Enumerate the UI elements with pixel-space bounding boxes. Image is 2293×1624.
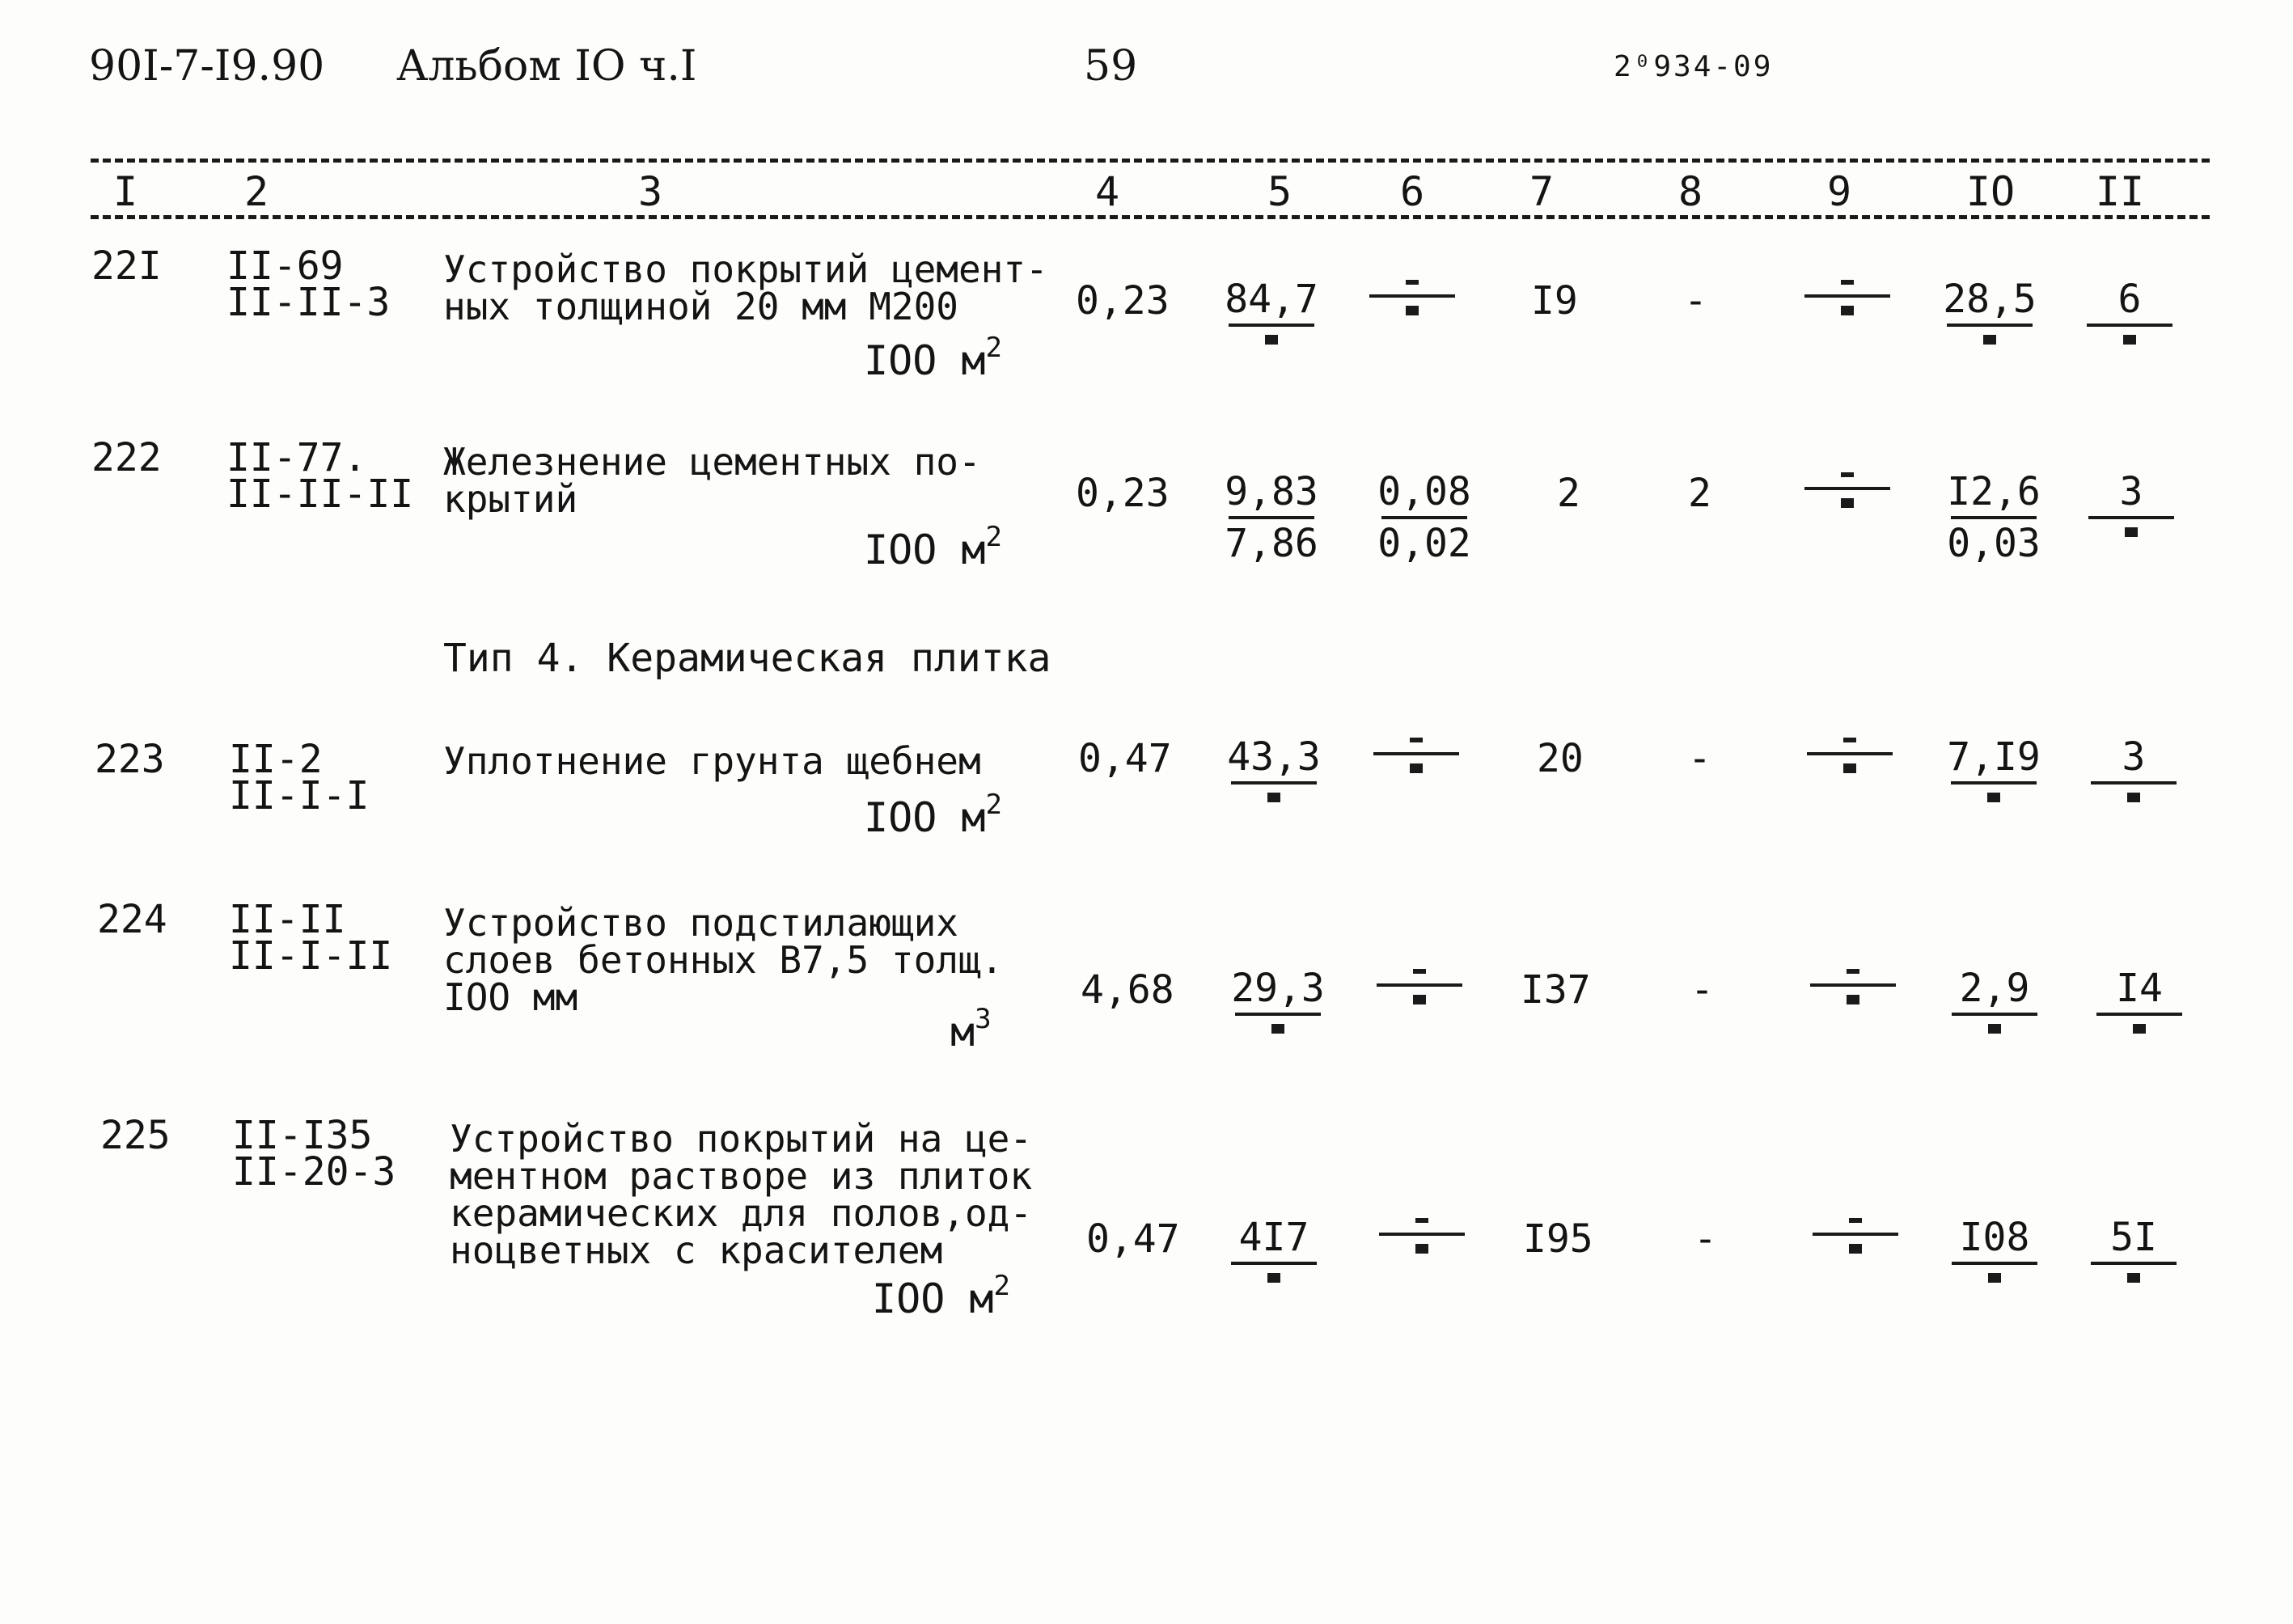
cell-col8: - — [1690, 967, 1714, 1013]
header-top-rule — [91, 159, 2210, 163]
cell-col5: 4I7 — [1213, 1218, 1335, 1283]
cell-col6 — [1356, 738, 1477, 773]
cell-col11: 5I — [2073, 1218, 2194, 1283]
column-header-9: 9 — [1826, 168, 1852, 215]
norm-code-primary: II-2 — [229, 737, 323, 782]
cell-col8: - — [1694, 1216, 1717, 1262]
cell-col11: 3 — [2073, 738, 2194, 802]
unit-of-measure: IOO $м^2$ — [864, 332, 1002, 384]
cell-col7: 20 — [1537, 736, 1584, 781]
column-header-5: 5 — [1267, 168, 1292, 215]
norm-code-secondary: II-II-II — [226, 472, 414, 517]
cell-col6 — [1352, 280, 1473, 315]
cell-col10: I08 — [1934, 1218, 2055, 1283]
cell-col11: 6 — [2069, 280, 2190, 345]
cell-col9 — [1789, 738, 1910, 773]
unit-of-measure: $м^3$ — [950, 1003, 992, 1055]
cell-col8: 2 — [1688, 471, 1711, 516]
norm-code-secondary: II-I-I — [229, 773, 370, 818]
norm-code-primary: II-77. — [226, 435, 367, 480]
cell-col10: I2,6 0,03 — [1947, 469, 2041, 566]
row-number: 224 — [97, 897, 167, 942]
column-header-1: I — [112, 168, 138, 215]
work-description: Уплотнение грунта щебнем — [443, 739, 981, 783]
row-number: 225 — [100, 1113, 171, 1158]
cell-col5: 9,83 7,86 — [1225, 469, 1318, 566]
cell-col9 — [1795, 1218, 1916, 1254]
cell-col4: 4,68 — [1081, 967, 1174, 1013]
norm-code-primary: II-II — [229, 897, 346, 942]
work-description: Устройство покрытий на це- ментном растворе из плиток керамических для полов,од- ноцветных с красителем — [450, 1117, 1033, 1272]
cell-col10: 28,5 — [1929, 280, 2050, 345]
column-header-4: 4 — [1094, 168, 1120, 215]
stamp-number: 2⁰934-09 — [1614, 50, 1774, 83]
column-header-6: 6 — [1399, 168, 1425, 215]
column-header-2: 2 — [243, 168, 269, 215]
cell-col6 — [1359, 969, 1480, 1004]
page-number: 59 — [1084, 42, 1138, 91]
work-description: Устройство покрытий цемент- ных толщиной 20 мм М200 — [443, 247, 1048, 328]
norm-code-secondary: II-20-3 — [232, 1149, 396, 1195]
norm-code-primary: II-I35 — [232, 1113, 373, 1158]
cell-col9 — [1792, 969, 1914, 1004]
cell-col9 — [1787, 280, 1908, 315]
cell-col7: I9 — [1531, 278, 1578, 324]
norm-code-primary: II-69 — [226, 243, 344, 289]
header-bottom-rule — [91, 215, 2210, 219]
cell-col8: - — [1684, 278, 1707, 324]
cell-col4: 0,23 — [1076, 278, 1170, 324]
norm-code-secondary: II-II-3 — [226, 280, 391, 325]
row-number: 22I — [91, 243, 162, 289]
unit-of-measure: IOO $м^2$ — [864, 521, 1002, 573]
column-header-11: II — [2095, 168, 2145, 215]
unit-of-measure: IOO $м^2$ — [864, 789, 1002, 841]
cell-col11: I4 — [2079, 969, 2200, 1034]
row-number: 223 — [95, 737, 165, 782]
cell-col5: 84,7 — [1211, 280, 1332, 345]
column-header-3: 3 — [637, 168, 663, 215]
cell-col7: I37 — [1521, 967, 1591, 1013]
cell-col10: 7,I9 — [1933, 738, 2054, 802]
cell-col10: 2,9 — [1934, 969, 2055, 1034]
cell-col11: 3 — [2071, 472, 2192, 537]
cell-col7: I95 — [1523, 1216, 1593, 1262]
norm-code-secondary: II-I-II — [229, 933, 393, 979]
cell-col4: 0,23 — [1076, 471, 1170, 516]
album-title: Альбом IO ч.I — [396, 42, 697, 91]
column-header-7: 7 — [1529, 168, 1555, 215]
cell-col8: - — [1688, 736, 1711, 781]
cell-col4: 0,47 — [1078, 736, 1172, 781]
column-header-10: IO — [1965, 168, 2016, 215]
work-description: Устройство подстилающих слоев бетонных В7,5 толщ. IOO мм — [443, 901, 1004, 1019]
column-header-8: 8 — [1677, 168, 1703, 215]
document-code: 90I-7-I9.90 — [89, 42, 325, 91]
cell-col4: 0,47 — [1086, 1216, 1180, 1262]
cell-col9 — [1787, 472, 1908, 508]
cell-col7: 2 — [1557, 471, 1580, 516]
row-number: 222 — [91, 435, 162, 480]
cell-col6: 0,08 0,02 — [1377, 469, 1471, 566]
cell-col6 — [1361, 1218, 1483, 1254]
unit-of-measure: IOO $м^2$ — [872, 1270, 1010, 1322]
cell-col5: 43,3 — [1213, 738, 1335, 802]
section-title: Тип 4. Керамическая плитка — [443, 636, 1051, 681]
cell-col5: 29,3 — [1217, 969, 1339, 1034]
work-description: Железнение цементных по- крытий — [443, 440, 981, 521]
